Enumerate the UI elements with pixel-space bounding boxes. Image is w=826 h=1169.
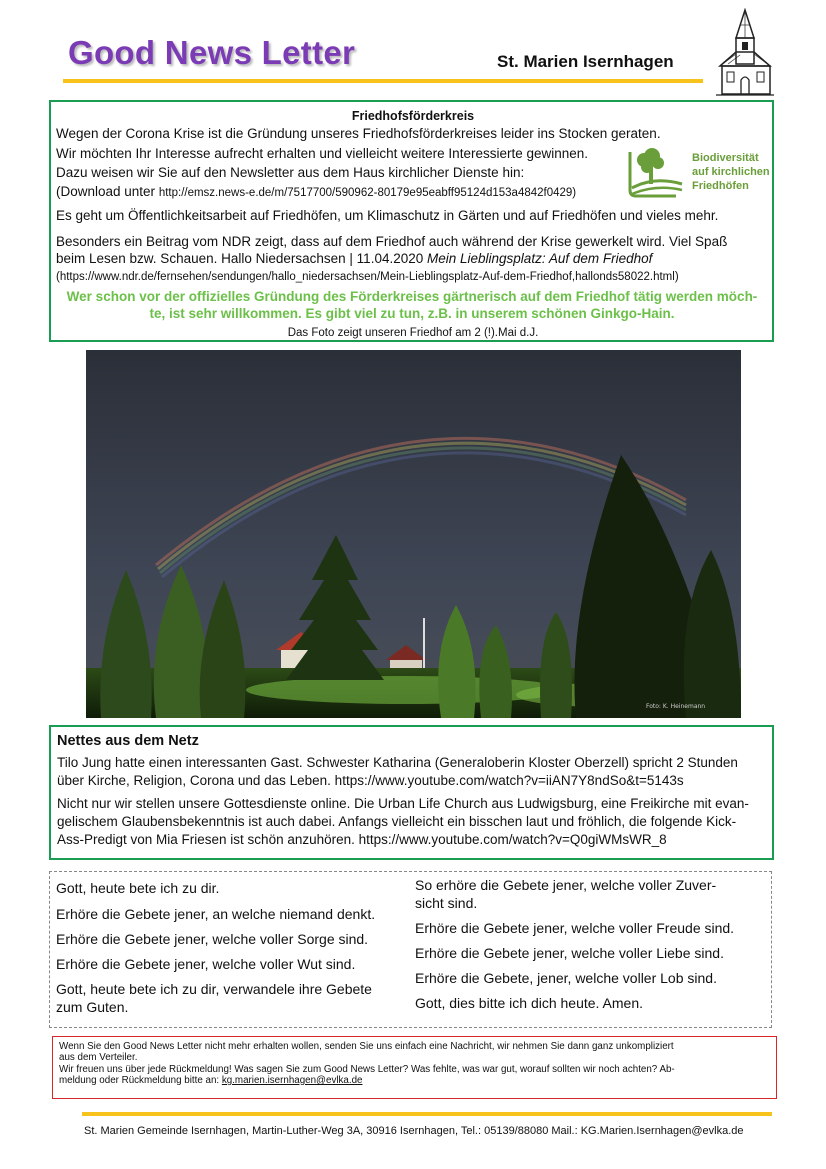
paragraph-line: Es geht um Öffentlichkeitsarbeit auf Friedhöfen, um Klimaschutz in Gärten und auf Friedhöfen und vieles mehr. xyxy=(56,208,719,223)
prayer-line: Gott, heute bete ich zu dir. xyxy=(56,880,220,896)
notice-line: Wenn Sie den Good News Letter nicht mehr erhalten wollen, senden Sie uns einfach eine Nachricht, wir nehmen Sie dann ganz unkompliziert xyxy=(59,1041,674,1052)
paragraph-line: Besonders ein Beitrag vom NDR zeigt, dass auf dem Friedhof auch während der Krise gewerkelt wird. Viel Spaß xyxy=(56,234,728,249)
logo-text: Biodiversität xyxy=(692,152,759,164)
ndr-link[interactable]: (https://www.ndr.de/fernsehen/sendungen/hallo_niedersachsen/Mein-Lieblingsplatz-Auf-dem-Friedhof,hallonds58022.html) xyxy=(56,271,679,283)
footer-address: St. Marien Gemeinde Isernhagen, Martin-Luther-Weg 3A, 30916 Isernhagen, Tel.: 05139/88080 Mail.: KG.Marien.Isernhagen@evlka.de xyxy=(84,1125,744,1137)
photo-caption: Das Foto zeigt unseren Friedhof am 2 (!).Mai d.J. xyxy=(287,327,539,339)
prayer-line: Erhöre die Gebete, jener, welche voller Lob sind. xyxy=(415,970,717,986)
prayer-line: sicht sind. xyxy=(415,895,478,911)
notice-line: aus dem Verteiler. xyxy=(59,1052,138,1063)
logo-text: auf kirchlichen xyxy=(692,166,770,178)
prayer-line: Erhöre die Gebete jener, an welche niemand denkt. xyxy=(56,906,376,922)
footer-rule xyxy=(82,1112,772,1116)
prayer-line: Erhöre die Gebete jener, welche voller Freude sind. xyxy=(415,920,735,936)
paragraph-line: Nicht nur wir stellen unsere Gottesdienste online. Die Urban Life Church aus Ludwigsburg, eine Freikirche mit evan- xyxy=(57,796,749,811)
green-callout: Wer schon vor der offizielles Gründung des Förderkreises gärtnerisch auf dem Friedhof tätig werden möch- xyxy=(66,289,758,304)
logo-text: Friedhöfen xyxy=(692,180,749,192)
download-prefix: (Download unter xyxy=(56,184,159,199)
green-callout: te, ist sehr willkommen. Es gibt viel zu tun, z.B. in unserem schönen Ginkgo-Hain. xyxy=(149,306,675,321)
prayer-line: zum Guten. xyxy=(56,999,129,1015)
prayer-line: Erhöre die Gebete jener, welche voller Wut sind. xyxy=(56,956,356,972)
biodiversity-logo xyxy=(626,146,770,202)
paragraph-line: Wir möchten Ihr Interesse aufrecht erhalten und vielleicht weitere Interessierte gewinnen. xyxy=(56,146,589,161)
paragraph-line: Wegen der Corona Krise ist die Gründung unseres Friedhofsförderkreises leider ins Stocken geraten. xyxy=(56,126,661,141)
paragraph-line: Ass-Predigt von Mia Friesen ist schön anzuhören. https://www.youtube.com/watch?v=Q0giWMsWR_8 xyxy=(57,832,667,847)
church-icon xyxy=(714,8,776,98)
paragraph-line: gelischem Glaubensbekenntnis ist auch dabei. Anfangs vielleicht ein bisschen laut und fröhlich, die folgende Kick- xyxy=(57,814,737,829)
download-link[interactable]: http://emsz.news-e.de/m/7517700/590962-80179e95eabff95124d153a4842f0429) xyxy=(158,187,577,199)
notice-line xyxy=(59,1075,363,1086)
tree-icon xyxy=(626,146,686,202)
ndr-line xyxy=(56,251,652,267)
paragraph-line: über Kirche, Religion, Corona und das Leben. https://www.youtube.com/watch?v=iiAN7Y8ndSo&t=5143s xyxy=(57,773,684,788)
header-rule xyxy=(63,79,703,83)
parish-name: St. Marien Isernhagen xyxy=(497,52,674,71)
paragraph-line: Dazu weisen wir Sie auf den Newsletter aus dem Haus kirchlicher Dienste hin: xyxy=(56,165,525,180)
ndr-text: beim Lesen bzw. Schauen. Hallo Niedersachsen | 11.04.2020 xyxy=(56,251,427,266)
notice-text: meldung oder Rückmeldung bitte an: xyxy=(59,1075,222,1086)
notice-line: Wir freuen uns über jede Rückmeldung! Was sagen Sie zum Good News Letter? Was fehlte, was war gut, worauf sollten wir noch achten? Ab- xyxy=(59,1064,675,1075)
prayer-line: Gott, heute bete ich zu dir, verwandele ihre Gebete xyxy=(56,981,372,997)
email-link[interactable]: kg.marien.isernhagen@evlka.de xyxy=(221,1075,363,1086)
section-heading: Nettes aus dem Netz xyxy=(57,733,199,749)
cemetery-rainbow-photo xyxy=(86,350,741,718)
download-line xyxy=(56,184,576,201)
prayer-line: Gott, dies bitte ich dich heute. Amen. xyxy=(415,995,644,1011)
prayer-line: Erhöre die Gebete jener, welche voller Liebe sind. xyxy=(415,945,724,961)
newsletter-title: Good News Letter xyxy=(68,34,356,71)
ndr-program-title: Mein Lieblingsplatz: Auf dem Friedhof xyxy=(427,251,653,266)
prayer-line: So erhöre die Gebete jener, welche voller Zuver- xyxy=(415,877,717,893)
paragraph-line: Tilo Jung hatte einen interessanten Gast. Schwester Katharina (Generaloberin Kloster Oberzell) spricht 2 Stunden xyxy=(57,755,738,770)
prayer-line: Erhöre die Gebete jener, welche voller Sorge sind. xyxy=(56,931,369,947)
section-heading: Friedhofsförderkreis xyxy=(351,109,475,123)
photo-credit: Foto: K. Heinemann xyxy=(646,703,706,710)
